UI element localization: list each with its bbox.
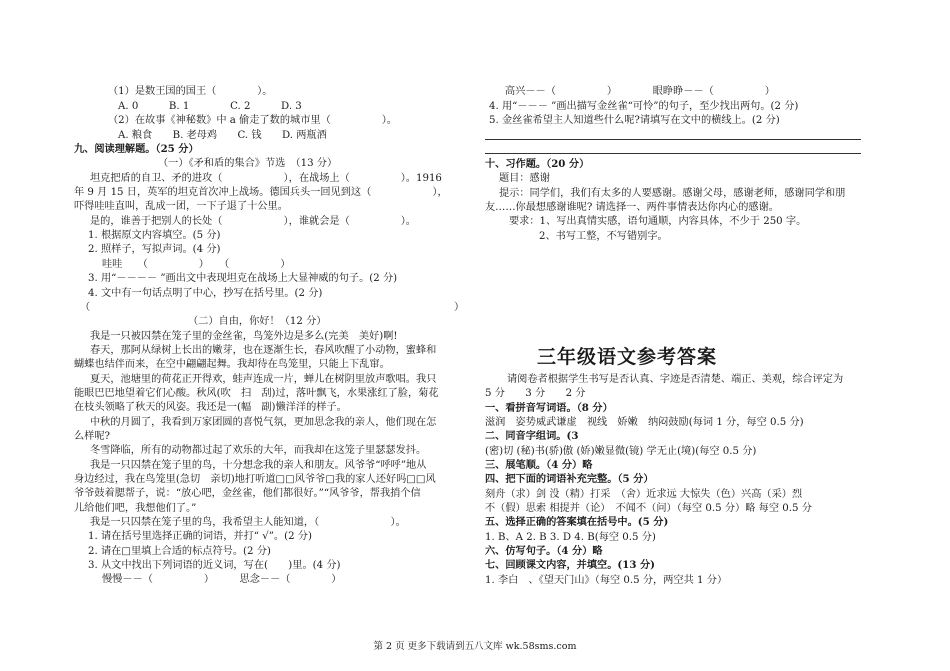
passage-2-line: 爷爷鼓着腮帮子，说：“放心吧，金丝雀，他们都很好。”“风爷爷，帮我捎个信 xyxy=(74,488,421,499)
passage-1-line: 吓得哇哇直叫，乱成一团，一下子退了十公里。 xyxy=(74,201,288,212)
answer-section-title: 二、同音字组词。(3 xyxy=(485,430,579,442)
passage-1-title: （一）《矛和盾的集合》节选 （13 分） xyxy=(158,158,338,169)
passage-2-line: 蝴蝶也结伴而来，在空中翩翩起舞。我却待在鸟笼里，只能上下乱窜。 xyxy=(74,359,390,370)
page-footer: 第 2 页 更多下载请到五八文库 wk.58sms.com xyxy=(373,641,577,652)
answer-body: 刻舟（求）剑 没（精）打采 （舍）近求远 大惊失（色）兴高（采）烈 xyxy=(485,489,803,500)
passage-2-line: 我是一只被囚禁在笼子里的金丝雀，鸟笼外边是多么(完美 美好)啊! xyxy=(90,331,398,342)
passage-2-line: 中秋的月圆了，我看到万家团圆的喜悦气氛，更加思念我的亲人，他们现在怎 xyxy=(90,417,437,428)
essay-requirement: 要求：1、写出真情实感，语句通顺，内容具体，不少于 250 字。 xyxy=(509,216,807,227)
answer-body: 滋润 姿势威武谦虚 视线 娇嫩 纳闷鼓励(每词 1 分，每空 0.5 分) xyxy=(485,417,804,428)
answer-body: 1. B、A 2. B 3. D 4. B(每空 0.5 分) xyxy=(485,532,656,543)
passage-2-line: 春天，那阿从绿树上长出的嫩芽，也在逐渐生长，春风吹醒了小动物，蜜蜂和 xyxy=(90,345,437,356)
answer-line xyxy=(485,139,861,140)
answer-section-title: 六、仿写句子。（4 分）略 xyxy=(485,545,603,557)
passage-1-question: 3. 用“－－－－ ”画出文中表现坦克在战场上大显神威的句子。(2 分) xyxy=(88,273,398,284)
answer-section-title: 七、回顾课文内容，并填空。(13 分) xyxy=(485,559,655,571)
answer-section-title: 四、把下面的词语补充完整。（5 分） xyxy=(485,473,654,485)
answer-section-title: 五、选择正确的答案填在括号中。(5 分) xyxy=(485,516,669,528)
passage-2-line: 我是一只囚禁在笼子里的鸟，我希望主人能知道，（ ）。 xyxy=(90,517,406,528)
passage-2-question: 3. 从文中找出下列词语的近义词，写在( )里。(4 分) xyxy=(88,560,341,571)
passage-2-question: 4. 用“－－－ ”画出描写金丝雀“可怜”的句子，至少找出两句。(2 分) xyxy=(489,101,799,112)
question-2: （2）在故事《神秘数》中 a 偷走了数的城市里（ ）。 xyxy=(108,115,397,126)
passage-2-question: 5. 金丝雀希望主人知道些什么呢?请填写在文中的横线上。(2 分) xyxy=(489,115,780,126)
passage-1-question: 4. 文中有一句话点明了中心，抄写在括号里。(2 分) xyxy=(88,288,323,299)
question-1-options: A. 0 B. 1 C. 2 D. 3 xyxy=(118,101,302,112)
passage-1-line: 是的，谁善于把别人的长处（ ），谁就会是（ ）。 xyxy=(90,216,416,227)
essay-topic: 题目：感谢 xyxy=(499,173,550,184)
passage-2-question: 1. 请在括号里选择正确的词语，并打“ √”。(2 分) xyxy=(88,531,312,542)
essay-requirement: 2、书写工整，不写错别字。 xyxy=(539,231,668,242)
answer-intro: 5 分 3 分 2 分 xyxy=(485,388,586,399)
answer-paren-close: ） xyxy=(454,302,465,313)
answer-key-title: 三年级语文参考答案 xyxy=(537,346,718,368)
answer-body: 不（假）思索 相提并（论） 不闻不（问）（每空 0.5 分）略 每空 0.5 分 xyxy=(485,503,812,514)
passage-2-line: 冬雪降临，所有的动物都过起了欢乐的大年，而我却在这笼子里瑟瑟发抖。 xyxy=(90,445,427,456)
answer-section-title: 三、展笔顺。（4 分）略 xyxy=(485,459,593,471)
passage-2-line: 么样呢? xyxy=(74,431,111,442)
passage-1-line: 年 9 月 15 日，英军的坦克首次冲上战场。德国兵头一回见到这（ ）， xyxy=(74,187,448,198)
passage-2-line: 我是一只囚禁在笼子里的鸟，十分想念我的亲人和朋友。风爷爷“呼呼”地从 xyxy=(90,460,427,471)
passage-2-title: （二）自由，你好！（12 分） xyxy=(188,316,327,327)
answer-intro: 请阅卷者根据学生书写是否认真、字迹是否清楚、端正、美观，综合评定为 xyxy=(507,374,844,385)
passage-2-synonyms: 慢慢－－（ ） 思念－－（ ） xyxy=(102,574,342,585)
section-9-title: 九、阅读理解题。（25 分） xyxy=(74,143,199,155)
passage-2-line: 身边经过，我在鸟笼里(急切 亲切)地打听道□□风爷爷□我的家人还好吗□□风 xyxy=(74,474,436,485)
passage-2-line: 儿给他们吧，我想他们了。” xyxy=(74,503,197,514)
passage-2-question: 2. 请在□里填上合适的标点符号。(2 分) xyxy=(88,546,271,557)
passage-2-line: 能眼巴巴地望着它们心酸。秋风(吹 扫 刮)过，落叶飘飞，水果涨红了脸，菊花 xyxy=(74,388,439,399)
answer-section-title: 一、看拼音写词语。（8 分） xyxy=(485,402,613,414)
answer-paren-open: （ xyxy=(80,302,91,313)
passage-1-example: 哇哇 （ ） （ ） xyxy=(102,259,291,270)
synonym-items: 高兴－－（ ） 眼睁睁－－（ ） xyxy=(505,86,775,97)
passage-2-line: 夏天，池塘里的荷花正开得欢，蛙声连成一片，蝉儿在树阴里放声歌唱。我只 xyxy=(90,374,437,385)
question-1: （1）是数王国的国王（ ）。 xyxy=(108,86,273,97)
passage-1-question: 1. 根据原文内容填空。(5 分) xyxy=(88,230,221,241)
essay-hint: 提示：同学们，我们有太多的人要感谢。感谢父母，感谢老师，感谢同学和朋 xyxy=(499,188,846,199)
section-10-title: 十、习作题。（20 分） xyxy=(485,158,590,170)
answer-body: (密)切 (秘)书(骄)傲 (娇)嫩显微(镜) 学无止(境)(每空 0.5 分) xyxy=(485,446,757,457)
question-2-options: A. 粮食 B. 老母鸡 C. 钱 D. 两瓶酒 xyxy=(118,130,327,141)
answer-body: 1. 李白 、《望天门山》（每空 0.5 分，两空共 1 分） xyxy=(485,575,728,586)
passage-2-line: 在枝头领略了秋天的风姿。我还是一(幅 副)懒洋洋的样子。 xyxy=(74,402,347,413)
passage-1-line: 坦克把盾的自卫、矛的进攻（ ），在战场上（ ）。1916 xyxy=(90,173,442,184)
passage-1-question: 2. 照样子，写拟声词。(4 分) xyxy=(88,244,221,255)
answer-line xyxy=(485,153,861,154)
essay-hint: 友……你最想感谢谁呢? 请选择一、两件事情表达你内心的感谢。 xyxy=(485,202,779,213)
